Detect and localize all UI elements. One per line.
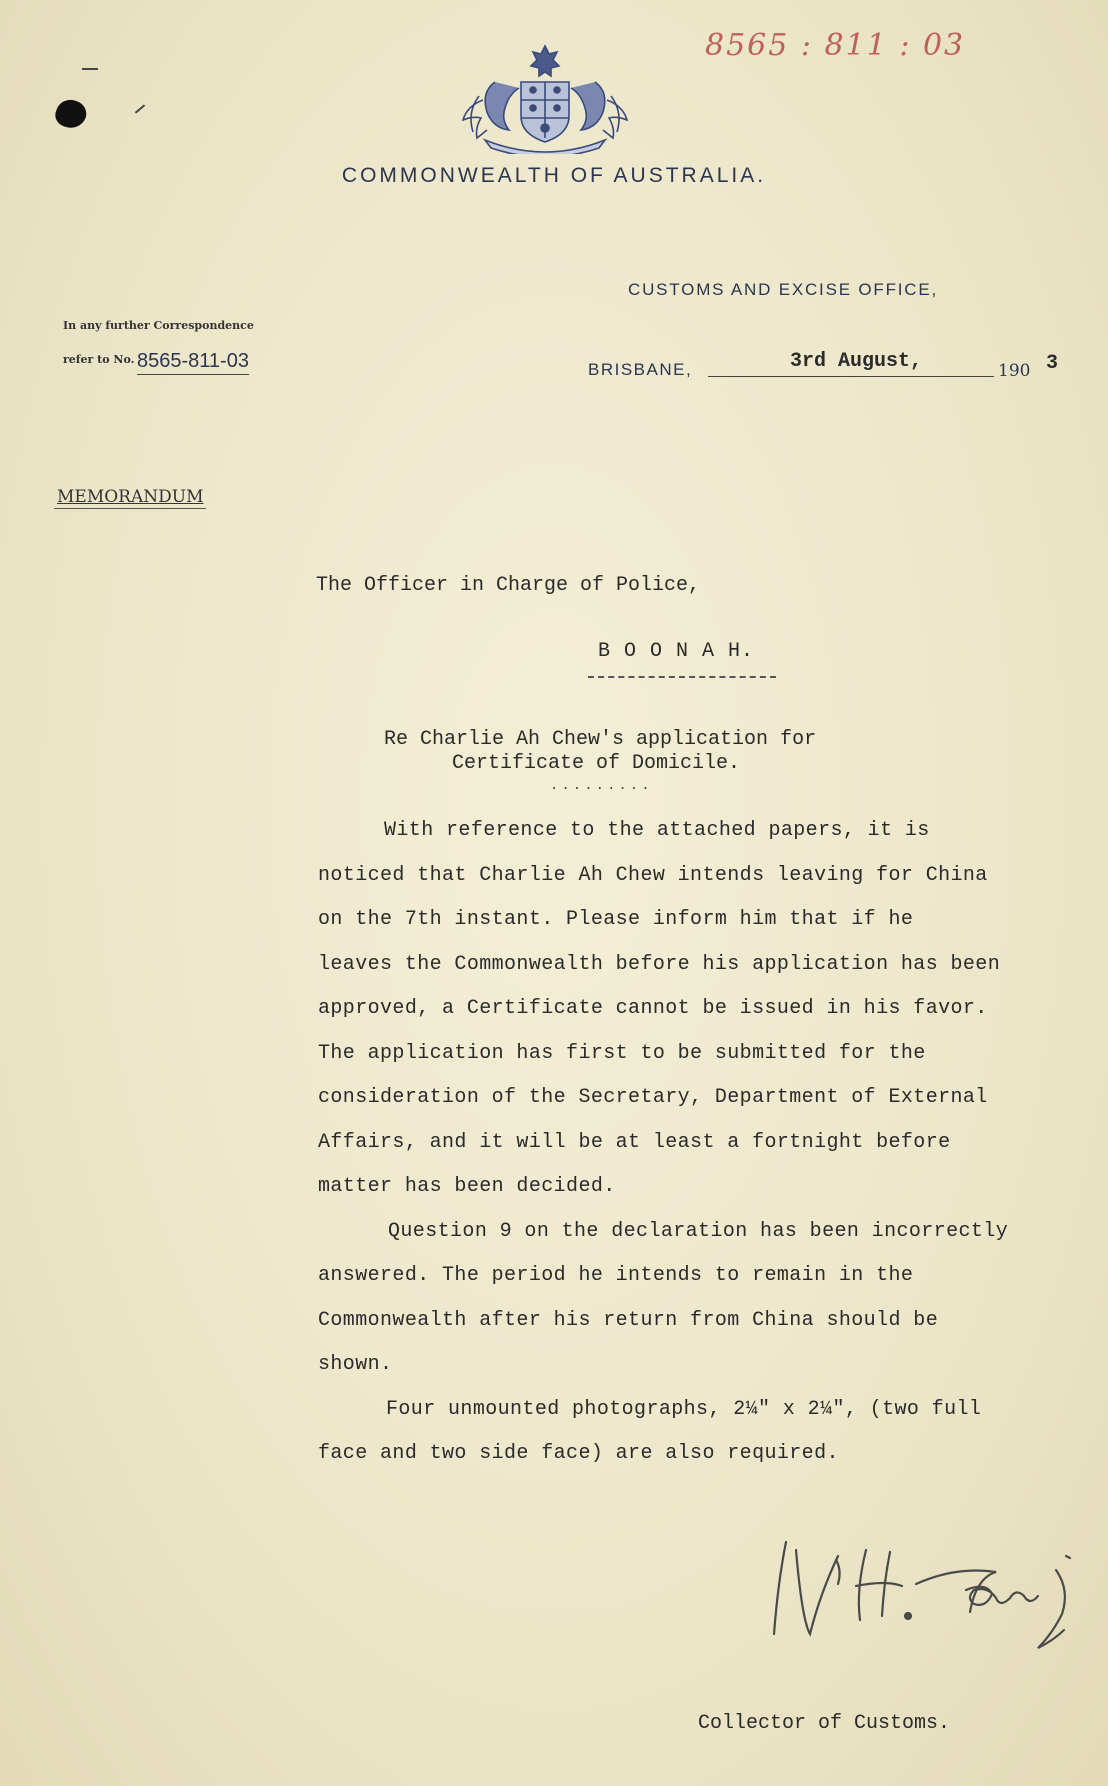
- body-line: shown.: [318, 1353, 393, 1376]
- body-line: approved, a Certificate cannot be issued in his favor.: [318, 997, 988, 1020]
- body-line: Commonwealth after his return from China should be: [318, 1309, 939, 1332]
- ink-mark: [135, 104, 145, 113]
- addressee: The Officer in Charge of Police,: [316, 574, 701, 597]
- body-line: With reference to the attached papers, it is: [384, 819, 930, 842]
- city-label: BRISBANE,: [588, 360, 693, 379]
- reference-number: 8565-811-03: [137, 350, 249, 375]
- refer-label: refer to No.: [63, 353, 135, 366]
- subject-line-2: Certificate of Domicile.: [452, 752, 741, 775]
- body-line: The application has first to be submitted for the: [318, 1042, 926, 1065]
- year-suffix: 3: [1046, 352, 1059, 375]
- memorandum-label: MEMORANDUM: [57, 487, 204, 507]
- body-line: Affairs, and it will be at least a fortnight before: [318, 1131, 951, 1154]
- ink-blot: [52, 96, 90, 133]
- date-underline: [708, 376, 994, 377]
- body-line: matter has been decided.: [318, 1175, 616, 1198]
- handwritten-reference: 8565 : 811 : 03: [705, 28, 966, 63]
- coat-of-arms-emblem: [455, 42, 635, 154]
- subject-separator: .........: [550, 778, 653, 794]
- body-line: answered. The period he intends to remain in the: [318, 1264, 914, 1287]
- subject-line-1: Re Charlie Ah Chew's application for: [384, 728, 817, 751]
- body-line: Four unmounted photographs, 2¼" x 2¼", (two full: [386, 1398, 982, 1421]
- signature: [766, 1530, 1096, 1650]
- location-underline: [588, 676, 776, 678]
- memorandum-underline: [54, 508, 206, 509]
- location: B O O N A H.: [598, 640, 755, 663]
- correspondence-note: In any further Correspondence: [63, 319, 254, 332]
- ink-mark: [82, 68, 98, 70]
- body-line: noticed that Charlie Ah Chew intends leaving for China: [318, 864, 988, 887]
- body-line: Question 9 on the declaration has been incorrectly: [388, 1220, 1009, 1243]
- office-name: CUSTOMS AND EXCISE OFFICE,: [628, 280, 939, 299]
- body-line: face and two side face) are also required.: [318, 1442, 839, 1465]
- body-line: on the 7th instant. Please inform him that if he: [318, 908, 914, 931]
- signer-title: Collector of Customs.: [698, 1712, 951, 1735]
- body-line: leaves the Commonwealth before his application has been: [318, 953, 1001, 976]
- body-line: consideration of the Secretary, Department of External: [318, 1086, 988, 1109]
- date-value: 3rd August,: [790, 350, 923, 373]
- header-title: COMMONWEALTH OF AUSTRALIA.: [341, 164, 767, 187]
- year-prefix: 190: [998, 361, 1031, 381]
